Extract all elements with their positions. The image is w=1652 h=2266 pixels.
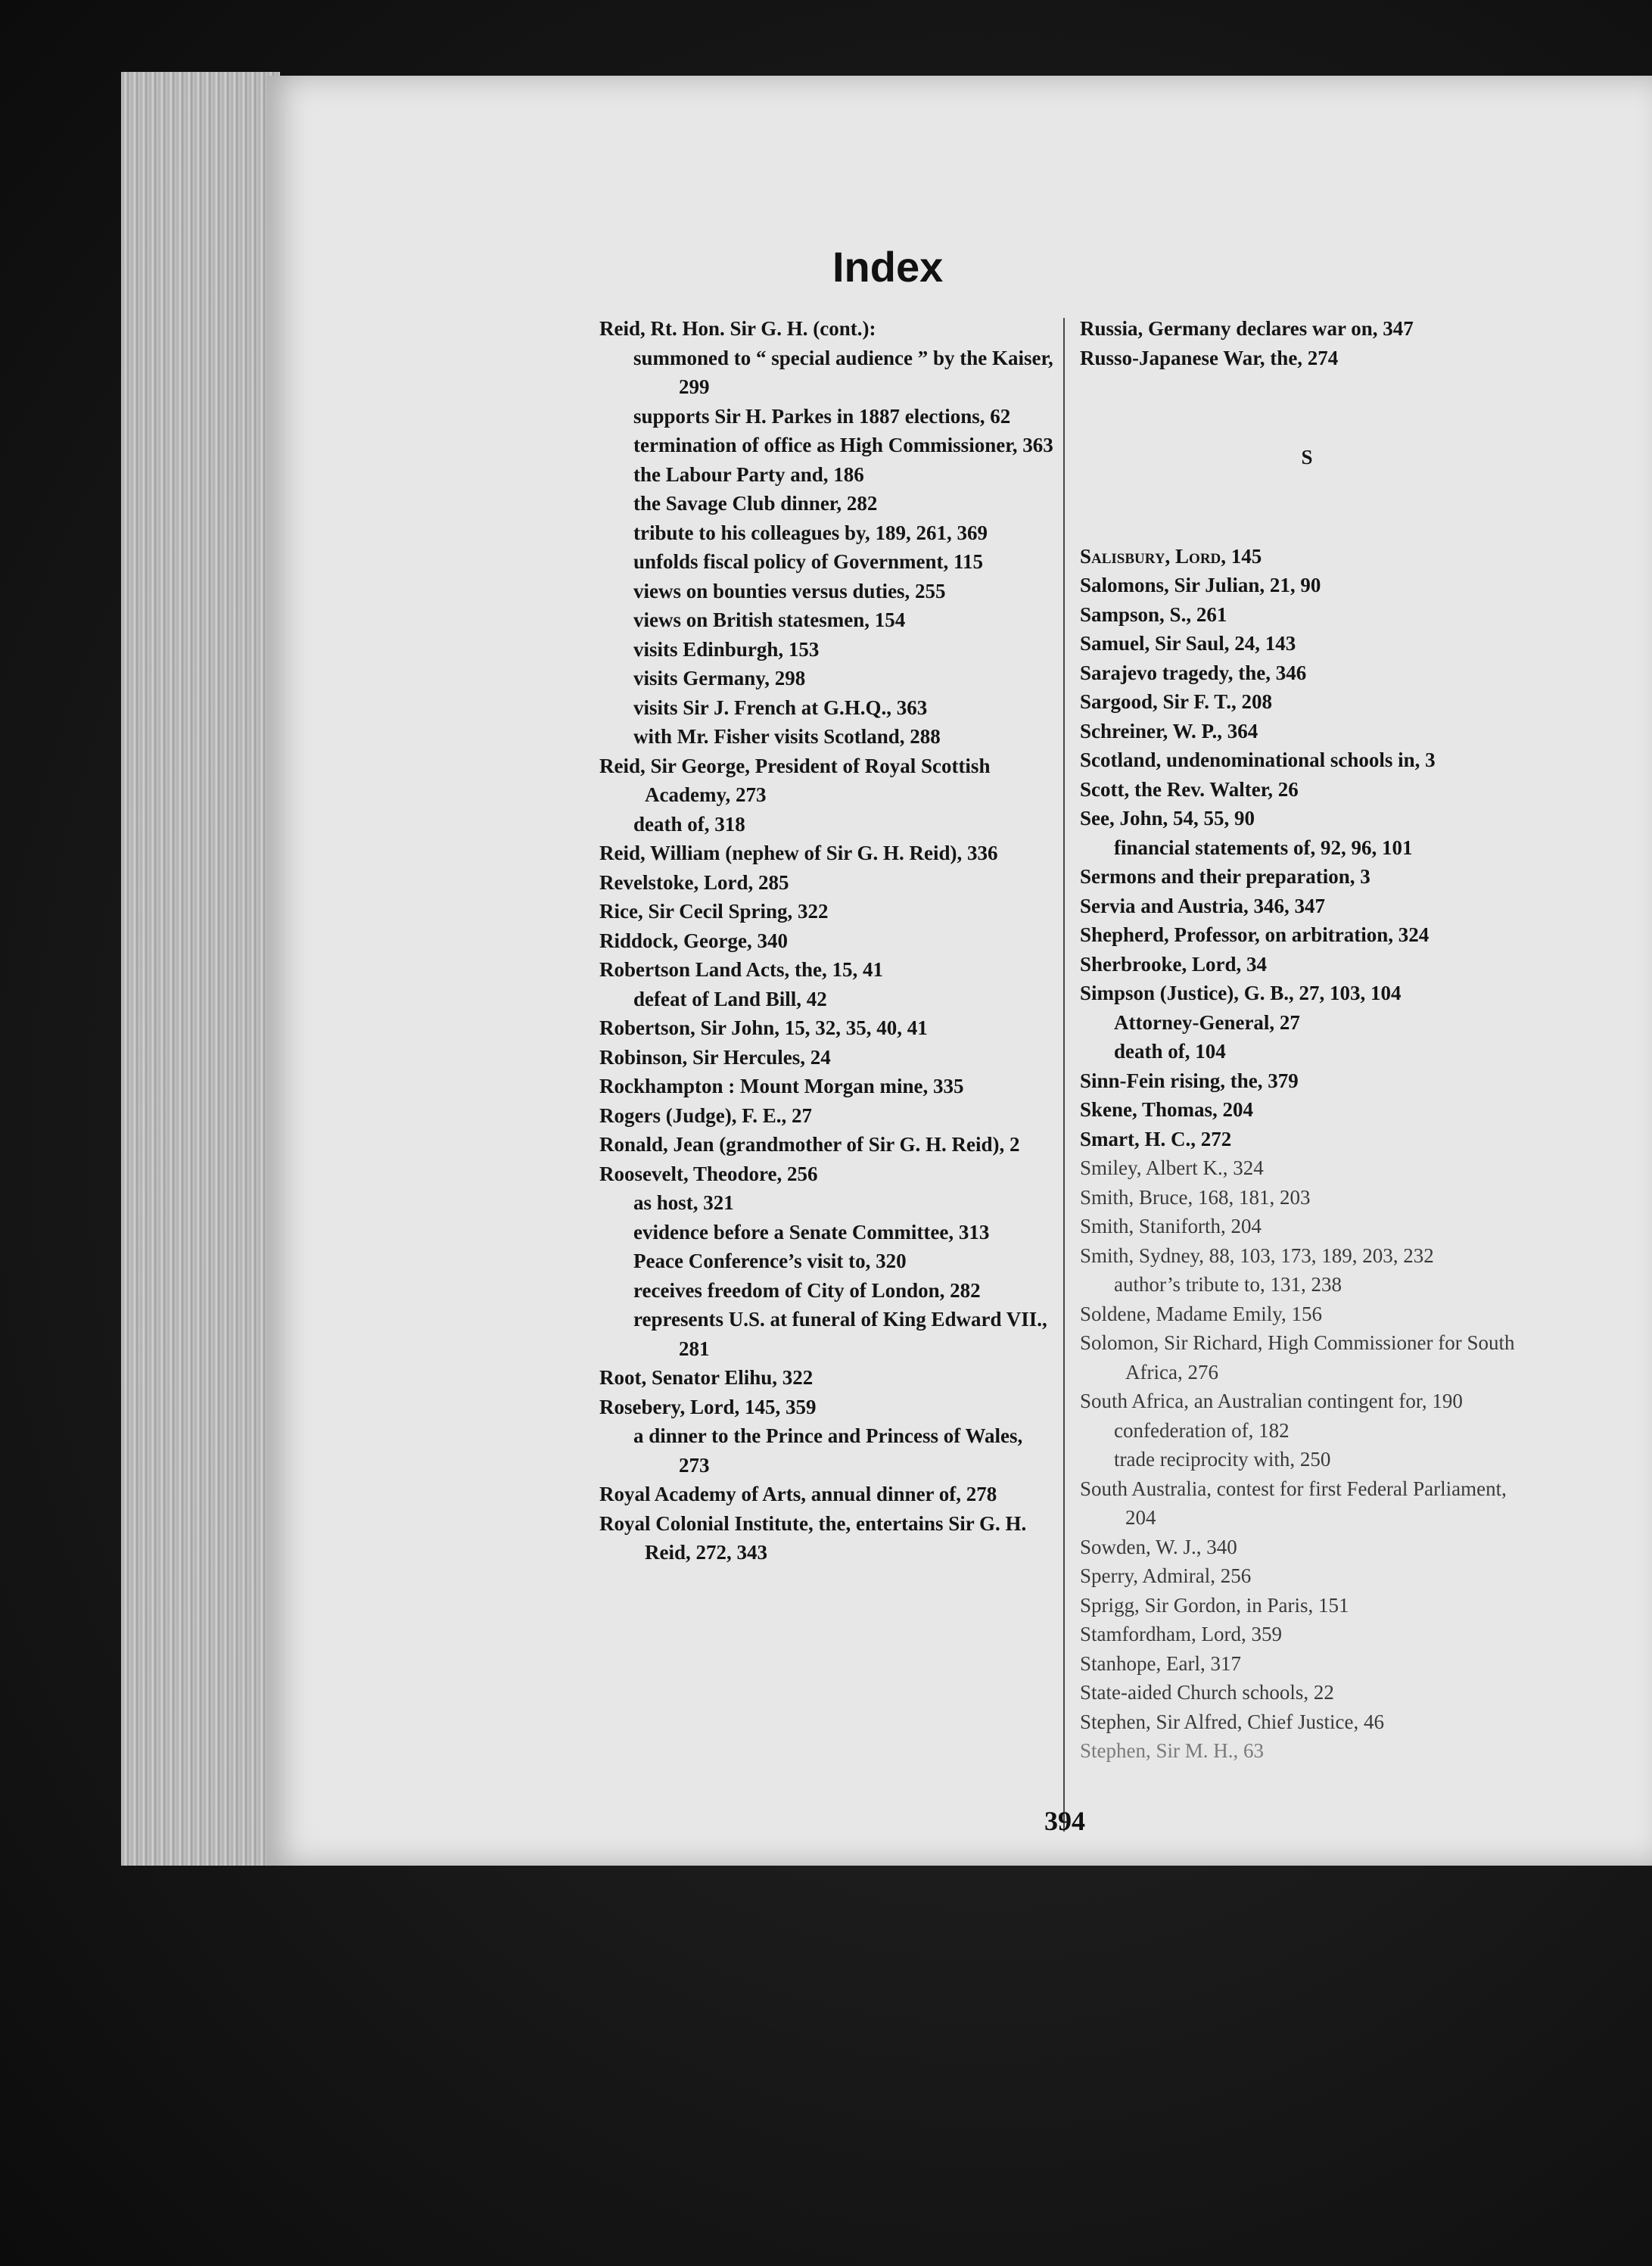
column-divider (1063, 318, 1065, 1832)
index-entry: Sargood, Sir F. T., 208 (1080, 690, 1273, 713)
index-subentry: Attorney-General, 27 (1114, 1010, 1300, 1034)
index-subentry: author’s tribute to, 131, 238 (1114, 1273, 1342, 1296)
index-subentry: visits Edinburgh, 153 (633, 637, 820, 661)
index-subentry: visits Sir J. French at G.H.Q., 363 (633, 696, 928, 719)
index-entry: Soldene, Madame Emily, 156 (1080, 1302, 1322, 1325)
index-entry: Reid, Sir George, President of Royal Scottish Academy, 273 (599, 754, 991, 806)
index-entry: Sampson, S., 261 (1080, 602, 1227, 626)
index-entry: Sprigg, Sir Gordon, in Paris, 151 (1080, 1593, 1349, 1617)
index-entry: Solomon, Sir Richard, High Commissioner for South Africa, 276 (1080, 1331, 1515, 1384)
index-entry: State-aided Church schools, 22 (1080, 1681, 1334, 1704)
index-entry: See, John, 54, 55, 90 (1080, 807, 1255, 830)
spacer (1080, 393, 1534, 422)
index-entry: Smith, Bruce, 168, 181, 203 (1080, 1185, 1311, 1209)
index-subentry: termination of office as High Commissioner, 363 (633, 434, 1053, 456)
index-entry: Sowden, W. J., 340 (1080, 1535, 1237, 1558)
index-subentry: Peace Conference’s visit to, 320 (633, 1250, 907, 1272)
index-subentry: with Mr. Fisher visits Scotland, 288 (633, 725, 941, 748)
index-subentry: unfolds fiscal policy of Government, 115 (633, 550, 984, 573)
index-column-right (1080, 314, 1534, 1766)
index-subentry: supports Sir H. Parkes in 1887 elections, 62 (633, 404, 1011, 428)
index-entry: Sherbrooke, Lord, 34 (1080, 952, 1268, 976)
index-subentry: visits Germany, 298 (633, 667, 806, 689)
index-subentry: receives freedom of City of London, 282 (633, 1278, 981, 1302)
index-entry: South Australia, contest for first Federal Parliament, 204 (1080, 1477, 1507, 1529)
index-subentry: the Savage Club dinner, 282 (633, 492, 878, 515)
index-entry: Rice, Sir Cecil Spring, 322 (599, 900, 829, 923)
index-entry: Roosevelt, Theodore, 256 (599, 1162, 818, 1185)
index-subentry: a dinner to the Prince and Princess of Wales, 273 (633, 1424, 1023, 1477)
index-entry: Robinson, Sir Hercules, 24 (599, 1045, 831, 1069)
index-subentry: as host, 321 (633, 1191, 734, 1214)
index-entry: Ronald, Jean (grandmother of Sir G. H. Reid), 2 (599, 1133, 1020, 1156)
index-entry: Revelstoke, Lord, 285 (599, 870, 789, 894)
section-letter: S (1301, 445, 1313, 468)
index-subentry: tribute to his colleagues by, 189, 261, 369 (633, 521, 988, 544)
index-column-left (599, 314, 1053, 1567)
index-subentry: trade reciprocity with, 250 (1114, 1448, 1331, 1471)
index-entry: Salomons, Sir Julian, 21, 90 (1080, 574, 1321, 596)
index-entry: Robertson, Sir John, 15, 32, 35, 40, 41 (599, 1016, 928, 1039)
index-subentry: represents U.S. at funeral of King Edward VII., 281 (633, 1308, 1047, 1360)
index-subentry: confederation of, 182 (1114, 1418, 1290, 1442)
index-entry: Stanhope, Earl, 317 (1080, 1651, 1241, 1675)
index-entry: Smart, H. C., 272 (1080, 1127, 1232, 1150)
index-entry: Rockhampton : Mount Morgan mine, 335 (599, 1075, 964, 1097)
index-entry: Rogers (Judge), F. E., 27 (599, 1103, 812, 1127)
index-entry: Simpson (Justice), G. B., 27, 103, 104 (1080, 982, 1402, 1004)
index-entry: Stamfordham, Lord, 359 (1080, 1623, 1282, 1645)
index-entry: Root, Senator Elihu, 322 (599, 1366, 814, 1389)
index-entry: Sperry, Admiral, 256 (1080, 1564, 1252, 1587)
index-entry: Robertson Land Acts, the, 15, 41 (599, 958, 884, 981)
index-entry: Shepherd, Professor, on arbitration, 324 (1080, 923, 1430, 946)
index-entry: South Africa, an Australian contingent for, 190 (1080, 1390, 1463, 1412)
book-page-edges (121, 72, 280, 1866)
spacer (1080, 492, 1534, 521)
index-subentry: views on bounties versus duties, 255 (633, 579, 946, 602)
index-entry: Schreiner, W. P., 364 (1080, 719, 1258, 742)
index-entry: Reid, William (nephew of Sir G. H. Reid), 336 (599, 842, 998, 864)
index-entry: Royal Academy of Arts, annual dinner of, 278 (599, 1483, 997, 1505)
index-entry: Skene, Thomas, 204 (1080, 1098, 1254, 1121)
index-entry: Riddock, George, 340 (599, 929, 788, 952)
page-title: Index (832, 243, 944, 291)
index-entry: Smith, Sydney, 88, 103, 173, 189, 203, 232 (1080, 1243, 1434, 1267)
index-entry: Russo-Japanese War, the, 274 (1080, 346, 1339, 369)
index-entry: Smiley, Albert K., 324 (1080, 1156, 1264, 1179)
index-subentry: the Labour Party and, 186 (633, 462, 864, 486)
index-entry: Scott, the Rev. Walter, 26 (1080, 777, 1299, 801)
index-entry: Reid, Rt. Hon. Sir G. H. (cont.): (599, 317, 876, 340)
index-subentry: financial statements of, 92, 96, 101 (1114, 836, 1413, 859)
index-entry: Stephen, Sir M. H., 63 (1080, 1739, 1264, 1762)
index-entry: Royal Colonial Institute, the, entertains Sir G. H. Reid, 272, 343 (599, 1511, 1027, 1564)
index-subentry: defeat of Land Bill, 42 (633, 987, 827, 1010)
index-entry: Russia, Germany declares war on, 347 (1080, 317, 1414, 340)
index-subentry: death of, 318 (633, 812, 745, 836)
index-subentry: evidence before a Senate Committee, 313 (633, 1220, 990, 1243)
index-entry: Smith, Staniforth, 204 (1080, 1215, 1262, 1237)
index-entry: Scotland, undenominational schools in, 3 (1080, 749, 1436, 771)
index-entry: Sinn-Fein rising, the, 379 (1080, 1069, 1299, 1092)
index-entry: Stephen, Sir Alfred, Chief Justice, 46 (1080, 1710, 1384, 1733)
page-number: 394 (1044, 1806, 1085, 1836)
index-subentry: summoned to “ special audience ” by the Kaiser, 299 (633, 346, 1053, 398)
index-subentry: views on British statesmen, 154 (633, 609, 906, 631)
index-entry: Rosebery, Lord, 145, 359 (599, 1395, 817, 1418)
index-entry: Samuel, Sir Saul, 24, 143 (1080, 632, 1296, 655)
index-entry: Servia and Austria, 346, 347 (1080, 894, 1326, 917)
index-entry: Salisbury, Lord, 145 (1080, 544, 1262, 568)
index-entry: Sarajevo tragedy, the, 346 (1080, 661, 1307, 684)
index-subentry: death of, 104 (1114, 1040, 1226, 1063)
index-entry: Sermons and their preparation, 3 (1080, 865, 1370, 888)
